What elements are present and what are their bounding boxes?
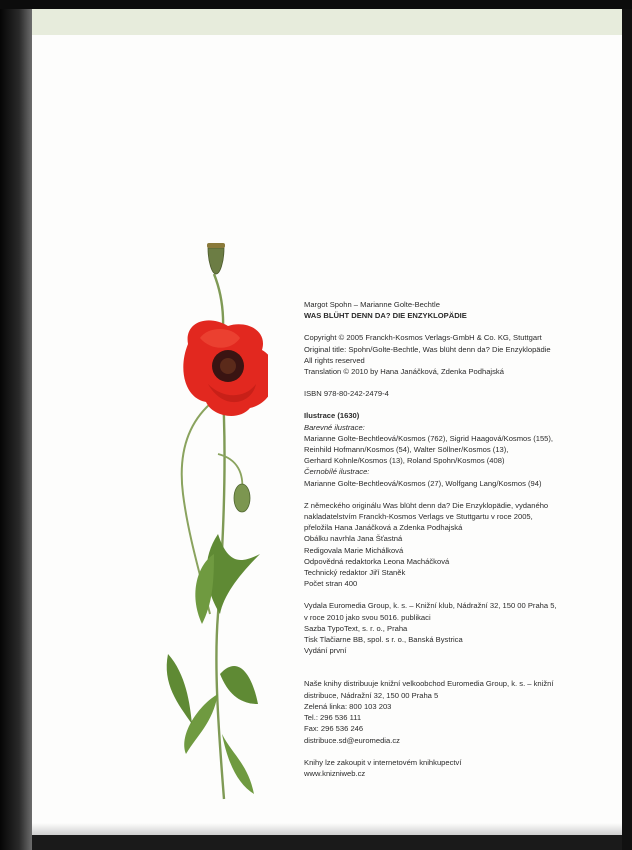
imprint-text [304, 299, 604, 779]
distribution-line: Tel.: 296 536 111 [304, 713, 362, 723]
publisher-line: v roce 2010 jako svou 5016. publikaci [304, 612, 431, 622]
page-bottom-shadow [32, 823, 622, 835]
web-line: Knihy lze zakoupit v internetovém knihkupectví [304, 757, 462, 767]
poppy-seed-capsule [208, 248, 224, 274]
publisher-line: Vydání první [304, 646, 347, 656]
scan-border-top [0, 0, 632, 9]
poppy-leaf [222, 734, 254, 794]
color-illustrations-label: Barevné ilustrace: [304, 422, 365, 432]
copyright-line: All rights reserved [304, 355, 365, 365]
poppy-leaf [167, 654, 192, 724]
distribution-line: distribuce, Nádražní 32, 150 00 Praha 5 [304, 690, 439, 700]
publisher-line: Vydala Euromedia Group, k. s. – Knižní klub, Nádražní 32, 150 00 Praha 5, [304, 601, 557, 611]
credits-line: přeložila Hana Janáčková a Zdenka Podhajská [304, 523, 463, 533]
poppy-leaf [207, 534, 260, 614]
copyright-line: Translation © 2010 by Hana Janáčková, Zdenka Podhajská [304, 367, 504, 377]
publisher-line: Tisk Tlačiarne BB, spol. s r. o., Banská Bystrica [304, 635, 463, 645]
credits-line: nakladatelstvím Franckh-Kosmos Verlags ve Stuttgartu v roce 2005, [304, 512, 533, 522]
illustrator-line: Marianne Golte-Bechtleová/Kosmos (27), Wolfgang Lang/Kosmos (94) [304, 478, 542, 488]
copyright-line: Copyright © 2005 Franckh-Kosmos Verlags-GmbH & Co. KG, Stuttgart [304, 333, 542, 343]
credits-line: Technický redaktor Jiří Staněk [304, 568, 406, 578]
illustrator-line: Reinhild Hofmann/Kosmos (54), Walter Söllner/Kosmos (13), [304, 445, 509, 455]
distribution-email: distribuce.sd@euromedia.cz [304, 735, 400, 745]
poppy-leaf [184, 694, 218, 754]
credits-line: Redigovala Marie Michálková [304, 545, 404, 555]
scan-border-right [622, 9, 632, 850]
poppy-bud [234, 484, 250, 512]
illustrator-line: Gerhard Kohnle/Kosmos (13), Roland Spohn/Kosmos (408) [304, 456, 505, 466]
poppy-illustration [128, 234, 268, 809]
credits-line: Obálku navrhla Jana Šťastná [304, 534, 403, 544]
poppy-leaf [220, 666, 258, 704]
book-spine-shadow [0, 9, 32, 850]
poppy-capsule-crown [207, 243, 225, 248]
credits-line: Odpovědná redaktorka Leona Macháčková [304, 556, 450, 566]
poppy-flower [183, 320, 268, 416]
book-page [32, 9, 622, 835]
illustrations-heading: Ilustrace (1630) [304, 411, 360, 421]
distribution-line: Naše knihy distribuuje knižní velkoobchod Euromedia Group, k. s. – knižní [304, 679, 554, 689]
isbn: ISBN 978-80-242-2479-4 [304, 389, 389, 399]
bw-illustrations-label: Černobílé ilustrace: [304, 467, 370, 477]
credits-line: Z německého originálu Was blüht denn da? Die Enzyklopädie, vydaného [304, 500, 549, 510]
web-url: www.knizniweb.cz [304, 768, 366, 778]
credits-line: Počet stran 400 [304, 579, 358, 589]
copyright-line: Original title: Spohn/Golte-Bechtle, Was blüht denn da? Die Enzyklopädie [304, 344, 551, 354]
publisher-line: Sazba TypoText, s. r. o., Praha [304, 623, 408, 633]
distribution-line: Fax: 296 536 246 [304, 724, 364, 734]
book-title: WAS BLÜHT DENN DA? DIE ENZYKLOPÄDIE [304, 311, 467, 321]
illustrator-line: Marianne Golte-Bechtleová/Kosmos (762), Sigrid Haagová/Kosmos (155), [304, 433, 554, 443]
book-authors: Margot Spohn – Marianne Golte-Bechtle [304, 300, 440, 309]
page-top-tint [32, 9, 622, 35]
distribution-line: Zelená linka: 800 103 203 [304, 701, 392, 711]
